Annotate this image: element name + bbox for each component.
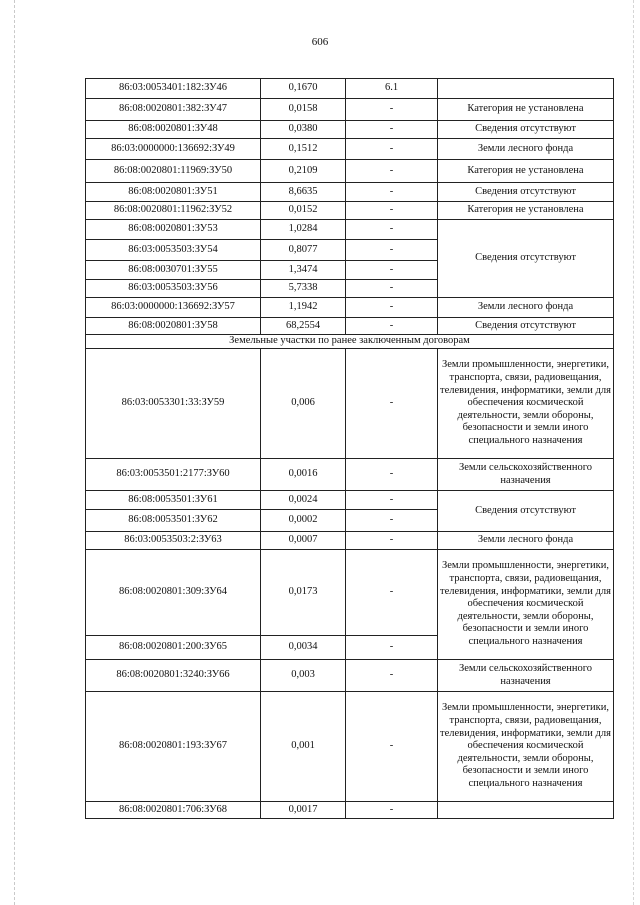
table-row: [86, 550, 614, 636]
category-cell: Сведения отсутствуют: [438, 318, 614, 335]
area-cell: 0,001: [261, 692, 346, 802]
zone-cell: -: [346, 261, 438, 280]
zone-cell: -: [346, 121, 438, 139]
plot-id-cell: 86:08:0020801:193:ЗУ67: [86, 692, 261, 802]
plot-id-cell: 86:08:0020801:200:ЗУ65: [86, 636, 261, 660]
category-cell: Земли сельскохозяйственного назначения: [438, 459, 614, 491]
plot-id-cell: 86:08:0020801:ЗУ53: [86, 220, 261, 240]
plot-id-cell: 86:08:0020801:ЗУ51: [86, 183, 261, 202]
zone-cell: -: [346, 202, 438, 220]
category-cell: Категория не установлена: [438, 202, 614, 220]
table-row: [86, 121, 614, 139]
category-cell: Земли лесного фонда: [438, 532, 614, 550]
area-cell: 0,1670: [261, 79, 346, 99]
plot-id-cell: 86:08:0020801:382:ЗУ47: [86, 99, 261, 121]
zone-cell: -: [346, 99, 438, 121]
page-edge-line-left: [14, 0, 15, 905]
table-row: [86, 183, 614, 202]
plot-id-cell: 86:03:0053503:ЗУ54: [86, 240, 261, 261]
zone-cell: -: [346, 240, 438, 261]
area-cell: 0,0017: [261, 802, 346, 819]
category-merged-cell: Земли промышленности, энергетики, транспорта, связи, радиовещания, телевидения, информатики, земли для обеспечения космической деятельности, земли обороны, безопасности и земли иного специального назначения: [438, 550, 614, 660]
table-row: [86, 202, 614, 220]
category-cell: Категория не установлена: [438, 99, 614, 121]
land-plots-table: [85, 78, 614, 819]
plot-id-cell: 86:08:0053501:ЗУ62: [86, 510, 261, 532]
zone-cell: -: [346, 298, 438, 318]
area-cell: 0,006: [261, 349, 346, 459]
plot-id-cell: 86:03:0053503:2:ЗУ63: [86, 532, 261, 550]
table-row: [86, 318, 614, 335]
table-row: [86, 802, 614, 819]
zone-cell: -: [346, 636, 438, 660]
table-row: [86, 139, 614, 160]
category-cell: Сведения отсутствуют: [438, 183, 614, 202]
area-cell: 68,2554: [261, 318, 346, 335]
plot-id-cell: 86:08:0030701:ЗУ55: [86, 261, 261, 280]
table-row: [86, 220, 614, 240]
area-cell: 0,0380: [261, 121, 346, 139]
zone-cell: -: [346, 532, 438, 550]
area-cell: 0,1512: [261, 139, 346, 160]
zone-cell: -: [346, 280, 438, 298]
table-row: [86, 99, 614, 121]
zone-cell: 6.1: [346, 79, 438, 99]
zone-cell: -: [346, 692, 438, 802]
table-row: [86, 349, 614, 459]
category-cell: [438, 802, 614, 819]
zone-cell: -: [346, 660, 438, 692]
area-cell: 0,0007: [261, 532, 346, 550]
plot-id-cell: 86:08:0020801:706:ЗУ68: [86, 802, 261, 819]
zone-cell: -: [346, 459, 438, 491]
table-row: [86, 79, 614, 99]
category-cell: Земли лесного фонда: [438, 139, 614, 160]
plot-id-cell: 86:08:0020801:ЗУ58: [86, 318, 261, 335]
plot-id-cell: 86:03:0000000:136692:ЗУ57: [86, 298, 261, 318]
area-cell: 0,8077: [261, 240, 346, 261]
area-cell: 1,1942: [261, 298, 346, 318]
area-cell: 0,0158: [261, 99, 346, 121]
table-row: [86, 298, 614, 318]
category-cell: Земли промышленности, энергетики, транспорта, связи, радиовещания, телевидения, информатики, земли для обеспечения космической деятельности, земли обороны, безопасности и земли иного специального назначения: [438, 349, 614, 459]
category-cell: Сведения отсутствуют: [438, 121, 614, 139]
zone-cell: -: [346, 349, 438, 459]
table-row: [86, 491, 614, 510]
plot-id-cell: 86:08:0053501:ЗУ61: [86, 491, 261, 510]
category-merged-cell: Сведения отсутствуют: [438, 491, 614, 532]
plot-id-cell: 86:08:0020801:11962:ЗУ52: [86, 202, 261, 220]
category-cell: Земли сельскохозяйственного назначения: [438, 660, 614, 692]
category-cell: Земли лесного фонда: [438, 298, 614, 318]
area-cell: 0,003: [261, 660, 346, 692]
area-cell: 0,0024: [261, 491, 346, 510]
area-cell: 0,0152: [261, 202, 346, 220]
zone-cell: -: [346, 550, 438, 636]
section-row: [86, 335, 614, 349]
area-cell: 8,6635: [261, 183, 346, 202]
zone-cell: -: [346, 220, 438, 240]
area-cell: 0,0002: [261, 510, 346, 532]
table-row: [86, 692, 614, 802]
page-edge-line-right: [633, 0, 634, 905]
zone-cell: -: [346, 802, 438, 819]
plot-id-cell: 86:08:0020801:11969:ЗУ50: [86, 160, 261, 183]
category-cell: [438, 79, 614, 99]
plot-id-cell: 86:08:0020801:ЗУ48: [86, 121, 261, 139]
table-row: [86, 459, 614, 491]
area-cell: 1,0284: [261, 220, 346, 240]
area-cell: 5,7338: [261, 280, 346, 298]
category-cell: Земли промышленности, энергетики, транспорта, связи, радиовещания, телевидения, информатики, земли для обеспечения космической деятельности, земли обороны, безопасности и земли иного специального назначения: [438, 692, 614, 802]
zone-cell: -: [346, 491, 438, 510]
plot-id-cell: 86:03:0053401:182:ЗУ46: [86, 79, 261, 99]
plot-id-cell: 86:03:0053503:ЗУ56: [86, 280, 261, 298]
table-row: [86, 532, 614, 550]
plot-id-cell: 86:08:0020801:3240:ЗУ66: [86, 660, 261, 692]
area-cell: 0,0016: [261, 459, 346, 491]
plot-id-cell: 86:03:0053501:2177:ЗУ60: [86, 459, 261, 491]
table-row: [86, 660, 614, 692]
plot-id-cell: 86:08:0020801:309:ЗУ64: [86, 550, 261, 636]
plot-id-cell: 86:03:0000000:136692:ЗУ49: [86, 139, 261, 160]
area-cell: 0,2109: [261, 160, 346, 183]
zone-cell: -: [346, 160, 438, 183]
category-cell: Категория не установлена: [438, 160, 614, 183]
plot-id-cell: 86:03:0053301:33:ЗУ59: [86, 349, 261, 459]
zone-cell: -: [346, 183, 438, 202]
area-cell: 1,3474: [261, 261, 346, 280]
page-number: 606: [311, 36, 329, 48]
zone-cell: -: [346, 318, 438, 335]
zone-cell: -: [346, 510, 438, 532]
table-row: [86, 160, 614, 183]
area-cell: 0,0173: [261, 550, 346, 636]
section-title: Земельные участки по ранее заключенным договорам: [86, 335, 614, 349]
category-merged-cell: Сведения отсутствуют: [438, 220, 614, 298]
area-cell: 0,0034: [261, 636, 346, 660]
zone-cell: -: [346, 139, 438, 160]
